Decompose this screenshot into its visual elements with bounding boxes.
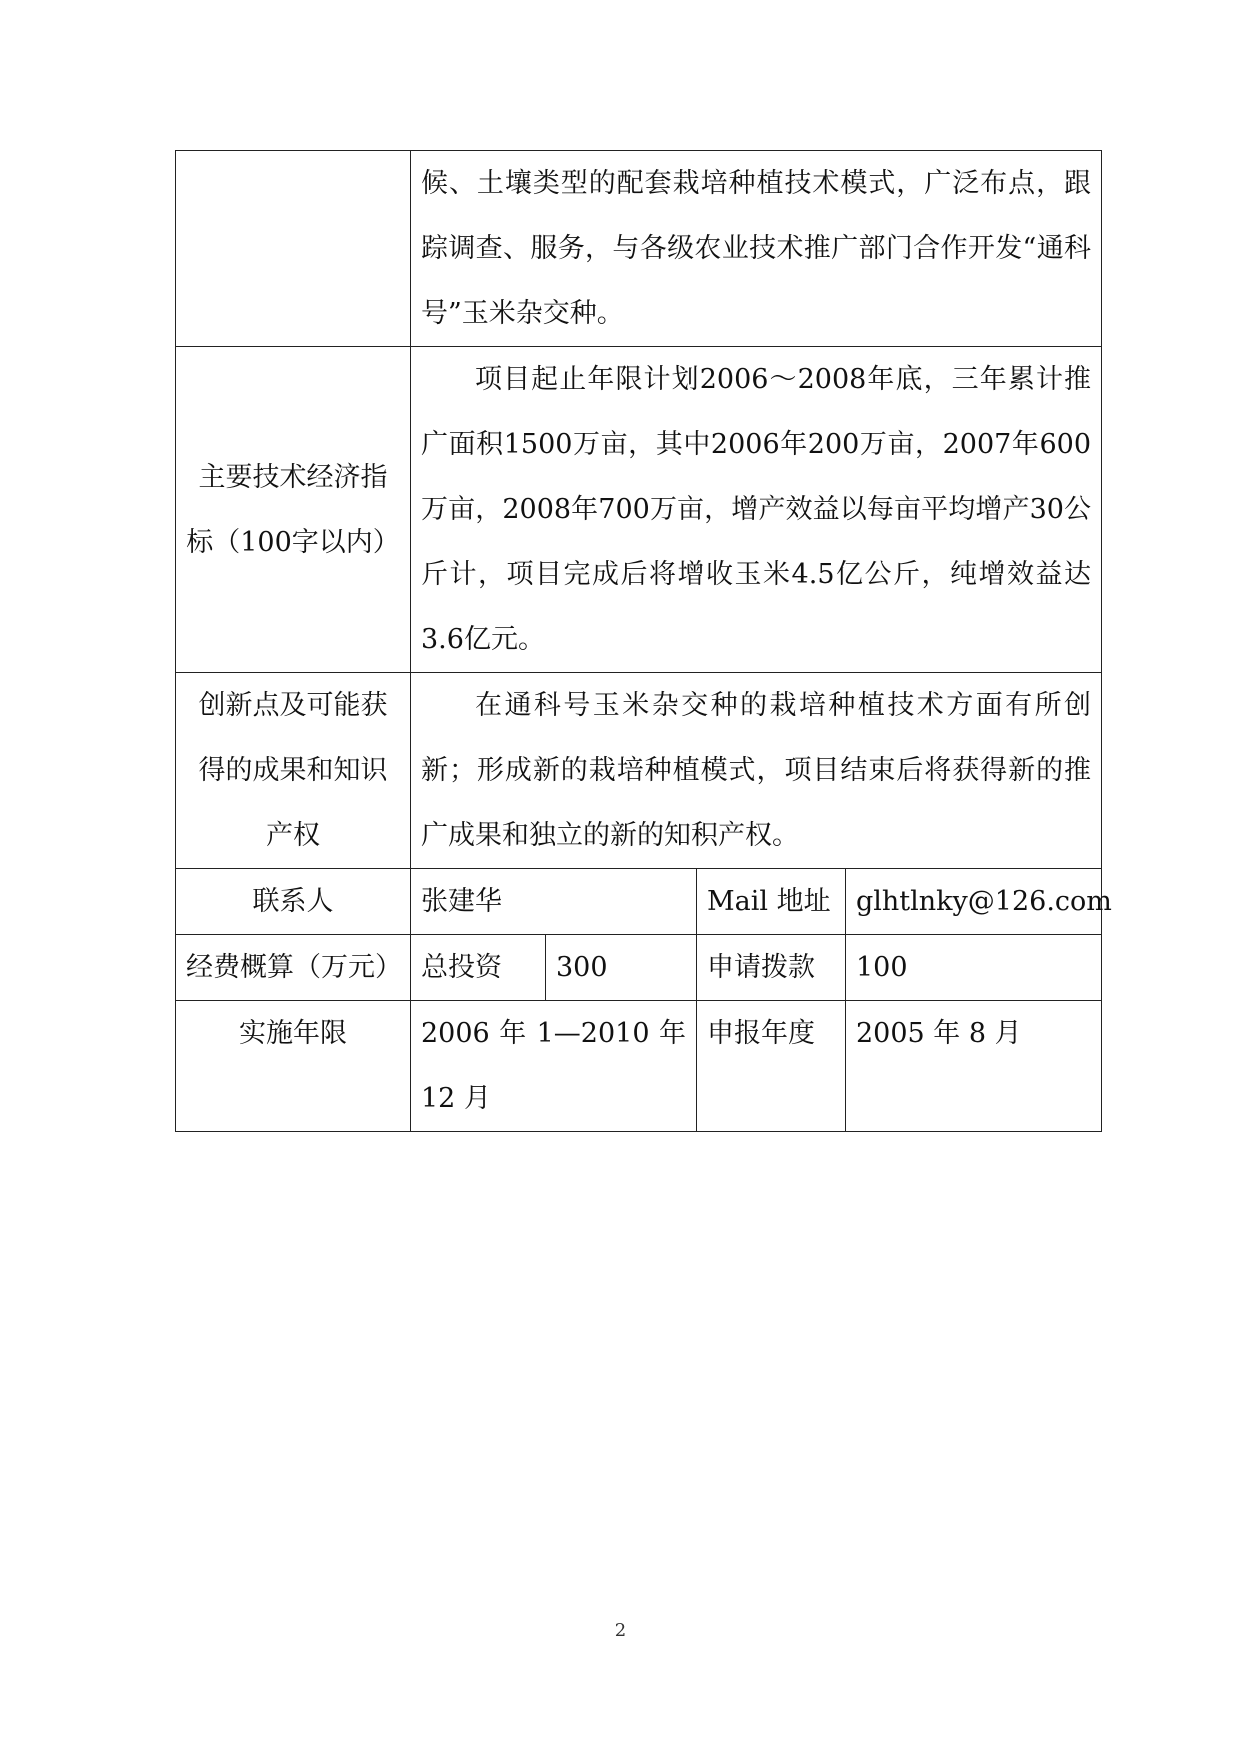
- innovation-text: 在通科号玉米杂交种的栽培种植技术方面有所创新；形成新的栽培种植模式，项目结束后将获得新的推广成果和独立的新的知积产权。: [411, 673, 1102, 869]
- innovation-label: 创新点及可能获得的成果和知识产权: [176, 673, 411, 869]
- period-label: 实施年限: [176, 1001, 411, 1132]
- continuation-text: 候、土壤类型的配套栽培种植技术模式，广泛布点，跟踪调查、服务，与各级农业技术推广部门合作开发“通科号”玉米杂交种。: [411, 151, 1102, 347]
- page-number: 2: [614, 1620, 627, 1641]
- total-investment-label: 总投资: [411, 935, 546, 1001]
- period-row: [176, 1001, 1102, 1132]
- budget-label: 经费概算（万元）: [176, 935, 411, 1001]
- indicators-row: [176, 347, 1102, 673]
- indicators-label: 主要技术经济指标（100字以内）: [176, 347, 411, 673]
- budget-row: [176, 935, 1102, 1001]
- innovation-row: [176, 673, 1102, 869]
- continuation-row: [176, 151, 1102, 347]
- continuation-label: [176, 151, 411, 347]
- requested-funds-label: 申请拨款: [697, 935, 846, 1001]
- mail-label: Mail 地址: [697, 869, 846, 935]
- report-year-label: 申报年度: [697, 1001, 846, 1132]
- report-year-value: 2005 年 8 月: [846, 1001, 1102, 1132]
- indicators-text: 项目起止年限计划2006～2008年底，三年累计推广面积1500万亩，其中2006年200万亩，2007年600万亩，2008年700万亩，增产效益以每亩平均增产30公斤计，项目完成后将增收玉米4.5亿公斤，纯增效益达3.6亿元。: [411, 347, 1102, 673]
- contact-label: 联系人: [176, 869, 411, 935]
- total-investment-value: 300: [546, 935, 697, 1001]
- mail-value: glhtlnky@126.com: [846, 869, 1102, 935]
- project-form-table: [175, 150, 1112, 1132]
- requested-funds-value: 100: [846, 935, 1102, 1001]
- contact-value: 张建华: [411, 869, 697, 935]
- contact-row: [176, 869, 1102, 935]
- period-value: 2006 年 1—2010 年 12 月: [411, 1001, 697, 1132]
